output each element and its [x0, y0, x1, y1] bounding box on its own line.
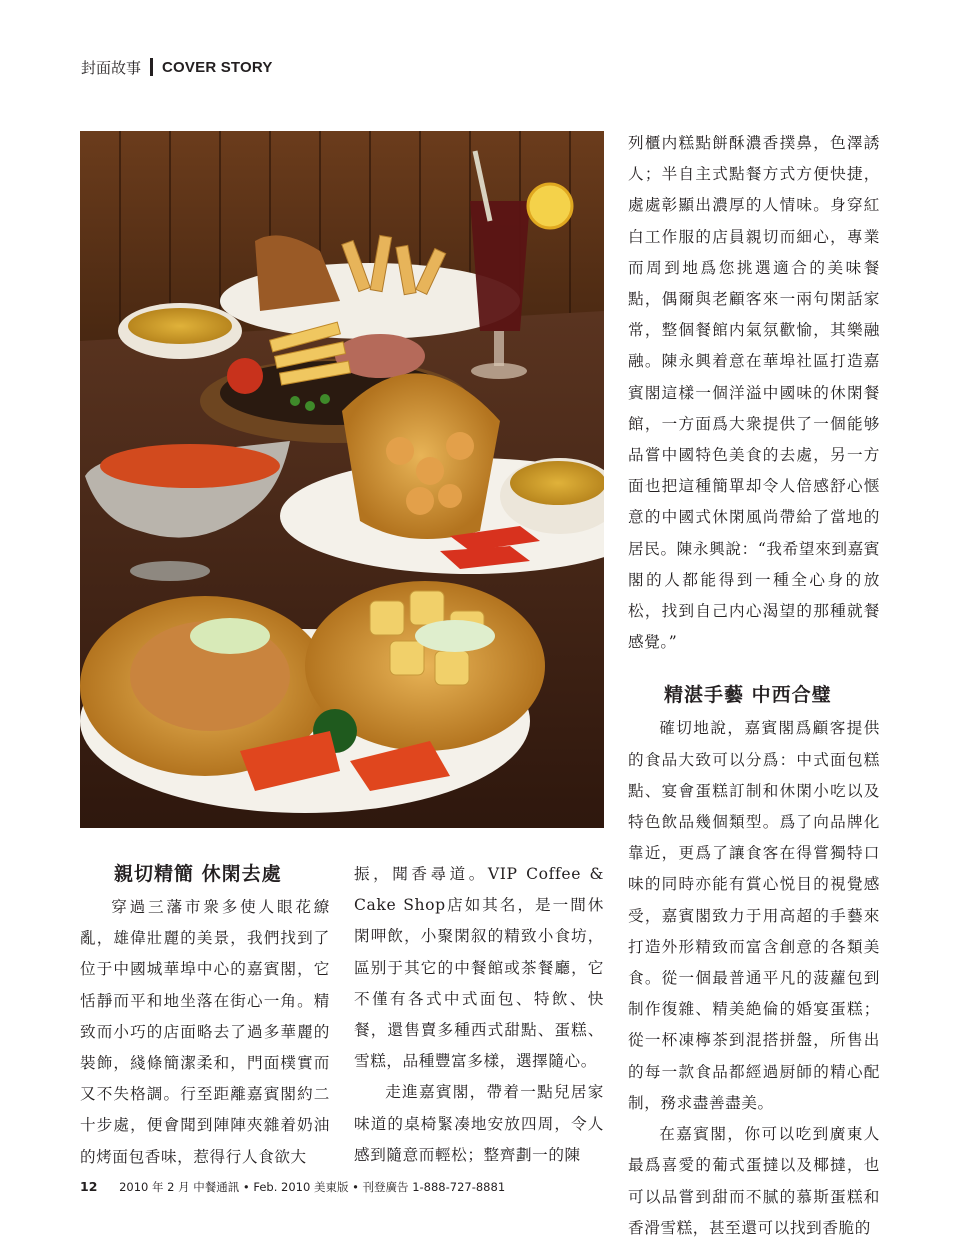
food-photo	[80, 131, 604, 828]
section-header	[81, 55, 273, 79]
paragraph: 穿過三藩市衆多使人眼花繚亂，雄偉壯麗的美景，我們找到了位于中國城華埠中心的嘉賓閣，它恬靜而平和地坐落在街心一角。精致而小巧的店面略去了過多華麗的裝飾，綫條簡潔柔和，門面樸實而又不失格調。行至距離嘉賓閣約二十步處，便會聞到陣陣夾雜着奶油的烤面包香味，惹得行人食欲大	[80, 898, 330, 1166]
article-column-1	[80, 859, 330, 1173]
paragraph: 在嘉賓閣，你可以吃到廣東人最爲喜愛的葡式蛋撻以及椰撻，也可以品嘗到甜而不腻的慕斯蛋糕和香滑雪糕，甚至還可以找到香脆的	[628, 1125, 880, 1237]
section-heading-1: 親切精簡 休閑去處	[114, 863, 282, 885]
section-heading-2: 精湛手藝 中西合璧	[664, 684, 832, 707]
paragraph: 振，聞香尋道。VIP Coffee & Cake Shop店如其名，是一間休閑呷飲，小聚閑叙的精致小食坊，區别于其它的中餐館或茶餐廳，它不僅有各式中式面包、特飲、快餐，還售賣多種西式甜點、蛋糕、雪糕，品種豐富多樣，選擇隨心。	[354, 865, 604, 1071]
footer-info: 2010 年 2 月 中餐通訊 • Feb. 2010 美東版 • 刊登廣告 1-888-727-8881	[119, 1180, 506, 1194]
page-number: 12	[80, 1179, 98, 1194]
header-divider	[150, 58, 153, 76]
paragraph: 確切地說，嘉賓閣爲顧客提供的食品大致可以分爲：中式面包糕點、宴會蛋糕訂制和休閑小吃以及特色飲品幾個類型。爲了向品牌化靠近，更爲了讓食客在得嘗獨特口味的同時亦能有賞心悦目的視覺感受，嘉賓閣致力于用高超的手藝來打造外形精致而富含創意的各類美食。從一個最普通平凡的菠蘿包到制作復雜、精美絶倫的婚宴蛋糕；從一杯凍檸茶到混搭拼盤，所售出的每一款食品都經過厨師的精心配制，務求盡善盡美。	[628, 719, 880, 1112]
article-column-3	[628, 128, 880, 1244]
page-footer	[80, 1179, 505, 1195]
article-column-2	[354, 859, 604, 1171]
section-label-en: COVER STORY	[162, 58, 273, 76]
paragraph: 走進嘉賓閣，帶着一點兒居家味道的桌椅緊凑地安放四周，令人感到隨意而輕松；整齊劃一的陳	[354, 1083, 604, 1164]
section-label-cn: 封面故事	[81, 58, 142, 77]
paragraph: 列櫃内糕點餅酥濃香撲鼻，色澤誘人；半自主式點餐方式方便快捷，處處彰顯出濃厚的人情味。身穿紅白工作服的店員親切而細心，專業而周到地爲您挑選適合的美味餐點，偶爾與老顧客來一兩句閑話家常，整個餐館内氣氛歡愉，其樂融融。陳永興着意在華埠社區打造嘉賓閣這樣一個洋溢中國味的休閑餐館，一方面爲大衆提供了一個能够品嘗中國特色美食的去處，另一方面也把這種簡單却令人倍感舒心惬意的中國式休閑風尚帶給了當地的居民。陳永興說：“我希望來到嘉賓閣的人都能得到一種全心身的放松，找到自己内心渴望的那種就餐感覺。”	[628, 134, 880, 652]
